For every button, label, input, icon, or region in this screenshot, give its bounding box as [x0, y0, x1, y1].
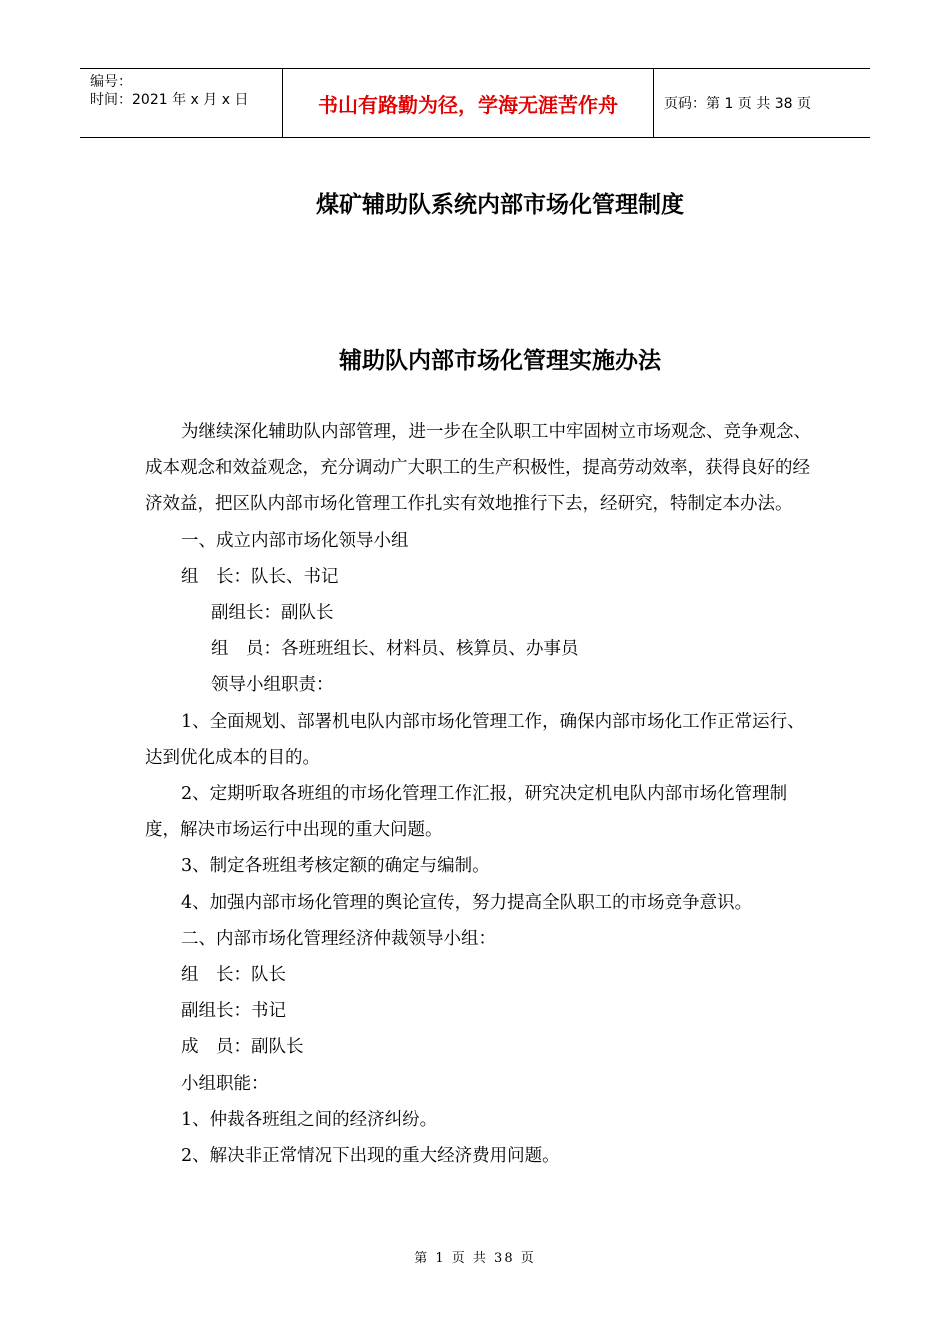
paragraph: 领导小组职责： [211, 675, 334, 696]
header-meta [80, 69, 282, 137]
paragraph: 3、制定各班组考核定额的确定与编制。 [181, 856, 490, 877]
paragraph: 一、成立内部市场化领导小组 [181, 530, 409, 551]
paragraph: 组 长：队长 [181, 965, 286, 986]
document-body [145, 414, 815, 1174]
paragraph: 组 员：各班班组长、材料员、核算员、办事员 [211, 639, 579, 660]
paragraph: 二、内部市场化管理经济仲裁领导小组： [181, 928, 496, 949]
paragraph: 1、仲裁各班组之间的经济纠纷。 [181, 1109, 438, 1130]
section-title: 辅助队内部市场化管理实施办法 [339, 348, 661, 374]
paragraph: 副组长：书记 [181, 1001, 286, 1022]
paragraph: 组 长：队长、书记 [181, 566, 339, 587]
paragraph: 为继续深化辅助队内部管理，进一步在全队职工中牢固树立市场观念、竞争观念、成本观念和效益观念，充分调动广大职工的生产积极性，提高劳动效率，获得良好的经济效益，把区队内部市场化管理工作扎实有效地推行下去，经研究，特制定本办法。 [145, 422, 811, 515]
document-title: 煤矿辅助队系统内部市场化管理制度 [316, 192, 684, 218]
paragraph: 2、定期听取各班组的市场化管理工作汇报，研究决定机电队内部市场化管理制度，解决市场运行中出现的重大问题。 [145, 784, 788, 841]
paragraph: 成 员：副队长 [181, 1037, 304, 1058]
time-label: 时间：2021 年 x 月 x 日 [90, 92, 249, 108]
paragraph: 1、全面规划、部署机电队内部市场化管理工作，确保内部市场化工作正常运行、达到优化成本的目的。 [145, 711, 805, 768]
header-page-info: 页码：第 1 页 共 38 页 [664, 96, 811, 112]
page-header [80, 68, 870, 138]
paragraph: 2、解决非正常情况下出现的重大经济费用问题。 [181, 1146, 560, 1167]
number-label: 编号： [90, 74, 132, 90]
header-motto: 书山有路勤为径，学海无涯苦作舟 [282, 69, 654, 137]
paragraph: 副组长：副队长 [211, 603, 334, 624]
paragraph: 小组职能： [181, 1073, 269, 1094]
paragraph: 4、加强内部市场化管理的舆论宣传，努力提高全队职工的市场竞争意识。 [181, 892, 753, 913]
page-footer: 第 1 页 共 38 页 [414, 1251, 536, 1266]
